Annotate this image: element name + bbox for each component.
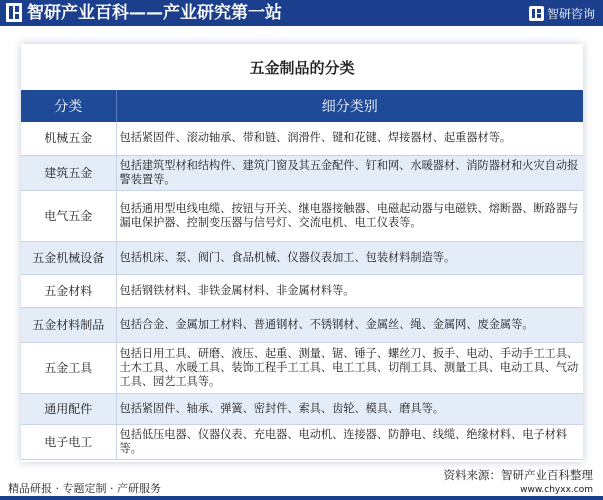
row-detail: 包括合金、金属加工材料、普通钢材、不锈钢材、金属丝、绳、金属网、废金属等。	[116, 308, 583, 343]
row-detail: 包括钢铁材料、非铁金属材料、非金属材料等。	[116, 275, 583, 308]
row-category: 五金材料	[21, 275, 116, 308]
footer-bar	[0, 496, 603, 500]
footer-url[interactable]: www.chyxx.com	[520, 485, 593, 495]
classification-card	[21, 44, 583, 462]
classification-table	[21, 90, 583, 460]
table-row	[21, 275, 583, 308]
row-category: 五金工具	[21, 343, 116, 394]
table-row	[21, 156, 583, 191]
table-row	[21, 308, 583, 343]
row-detail: 包括日用工具、研磨、液压、起重、测量、锯、锤子、螺丝刀、扳手、电动、手动手工工具、土木工具、水暖工具、装饰工程手工工具、电工工具、切削工具、测量工具、电动工具、气动工具、园艺工具等。	[116, 343, 583, 394]
row-detail: 包括机床、泵、阀门、食品机械、仪器仪表加工、包装材料制造等。	[116, 242, 583, 275]
brand-name: 智研咨询	[546, 6, 595, 21]
row-detail: 包括低压电器、仪器仪表、充电器、电动机、连接器、防静电、线缆、绝缘材料、电子材料等。	[116, 425, 583, 460]
table-row	[21, 343, 583, 394]
brand[interactable]	[529, 4, 595, 22]
row-category: 通用配件	[21, 394, 116, 425]
table-row	[21, 242, 583, 275]
row-category: 建筑五金	[21, 156, 116, 191]
row-detail: 包括建筑型材和结构件、建筑门窗及其五金配件、钉和网、水暖器材、消防器材和火灾自动报警装置等。	[116, 156, 583, 191]
column-header-category: 分类	[21, 90, 116, 122]
row-category: 五金材料制品	[21, 308, 116, 343]
table-header-row	[21, 90, 583, 122]
column-header-detail: 细分类别	[116, 90, 583, 122]
table-row	[21, 191, 583, 242]
footer-source: 资料来源：智研产业百科整理	[443, 468, 593, 482]
row-category: 电子电工	[21, 425, 116, 460]
row-category: 机械五金	[21, 122, 116, 156]
row-detail: 包括通用型电线电缆、按钮与开关、继电器接触器、电磁起动器与电磁铁、熔断器、断路器与漏电保护器、控制变压器与信号灯、交流电机、电工仪表等。	[116, 191, 583, 242]
table-row	[21, 122, 583, 156]
table-row	[21, 394, 583, 425]
footer-services: 精品研报 · 专题定制 · 产研服务	[8, 482, 161, 495]
site-title: 智研产业百科——产业研究第一站	[27, 3, 282, 23]
table-title: 五金制品的分类	[249, 58, 355, 77]
brand-logo-icon	[529, 6, 544, 21]
zhiyan-logo-icon	[6, 3, 22, 22]
row-category: 电气五金	[21, 191, 116, 242]
row-detail: 包括紧固件、轴承、弹簧、密封件、索具、齿轮、模具、磨具等。	[116, 394, 583, 425]
header-bar	[0, 0, 603, 26]
row-detail: 包括紧固件、滚动轴承、带和链、润滑件、键和花键、焊接器材、起重器材等。	[116, 122, 583, 156]
row-category: 五金机械设备	[21, 242, 116, 275]
table-row	[21, 425, 583, 460]
